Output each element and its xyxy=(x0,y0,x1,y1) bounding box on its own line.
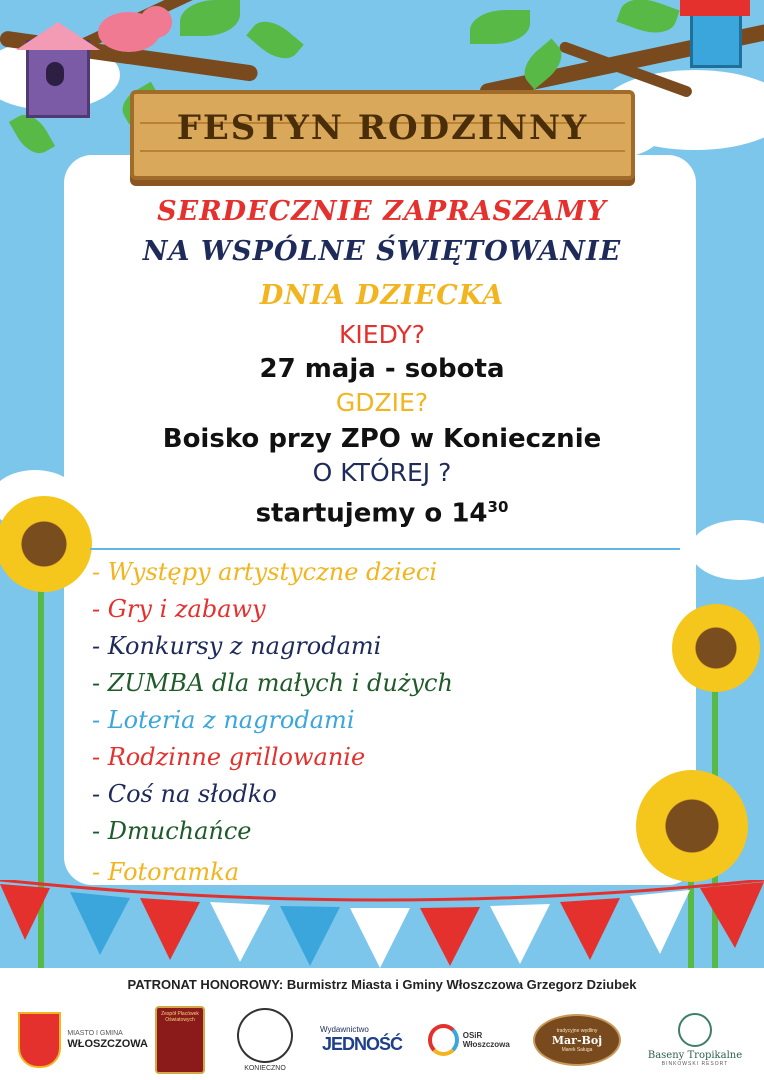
birdhouse-roof xyxy=(16,22,100,50)
leaf xyxy=(180,0,240,36)
when-label: KIEDY? xyxy=(339,320,425,349)
divider xyxy=(90,548,680,550)
marboj-oval xyxy=(533,1014,621,1066)
logo-text-small: Wydawnictwo xyxy=(320,1025,369,1034)
osir-icon xyxy=(428,1024,459,1056)
logo-marboj xyxy=(532,1008,622,1072)
invite-line: DNIA DZIECKA xyxy=(259,280,505,311)
logo-text: JEDNOŚĆ xyxy=(321,1034,403,1054)
logo-text-small: Zespół Placówek Oświatowych xyxy=(161,1011,199,1023)
invite-line: SERDECZNIE ZAPRASZAMY xyxy=(157,196,607,227)
birdhouse-hole xyxy=(46,62,64,86)
logo-konieczno xyxy=(230,1008,300,1072)
logo-wloszczowa xyxy=(18,1008,148,1072)
leaf xyxy=(470,10,530,44)
program-item: - Dmuchańce xyxy=(92,817,252,845)
invite-line: NA WSPÓLNE ŚWIĘTOWANIE xyxy=(142,236,622,267)
time-label: O KTÓREJ ? xyxy=(312,458,452,487)
church-icon xyxy=(237,1008,293,1063)
logo-text-small: MIASTO I GMINA xyxy=(67,1030,123,1038)
sign-plank-line xyxy=(140,150,625,152)
bird-head xyxy=(140,6,172,38)
bunting-flags xyxy=(0,880,764,970)
logo-text: WŁOSZCZOWA xyxy=(67,1037,148,1050)
logo-baseny xyxy=(640,1008,750,1072)
birdhouse-icon xyxy=(690,12,742,68)
logo-text: OSiR Włoszczowa xyxy=(462,1031,510,1049)
sunflower-icon xyxy=(672,604,760,692)
birdhouse-roof xyxy=(680,0,750,16)
logo-text-small: tradycyjne wędliny xyxy=(556,1027,598,1034)
wooden-sign xyxy=(130,90,635,180)
footer xyxy=(0,968,764,1080)
program-item: - Coś na słodko xyxy=(92,780,277,808)
leaf-circle-icon xyxy=(678,1013,712,1047)
program-item: - Występy artystyczne dzieci xyxy=(92,558,438,586)
time-value-text: startujemy o 14 xyxy=(255,498,488,529)
logo-text: Mar-Boj xyxy=(551,1033,603,1047)
time-minutes: 30 xyxy=(487,498,509,516)
leaf xyxy=(616,0,680,41)
program-item: - Rodzinne grillowanie xyxy=(92,743,366,771)
event-title: FESTYN RODZINNY xyxy=(176,108,589,148)
leaf xyxy=(246,12,304,67)
logo-text-small: KONIECZNO xyxy=(244,1065,286,1072)
logo-zpo xyxy=(150,1008,210,1072)
program-item: - Loteria z nagrodami xyxy=(92,706,355,734)
where-value: Boisko przy ZPO w Koniecznie xyxy=(162,424,602,454)
sunflower-icon xyxy=(636,770,748,882)
program-item: - Fotoramka xyxy=(92,858,240,886)
program-item: - Konkursy z nagrodami xyxy=(92,632,382,660)
zpo-badge-icon xyxy=(155,1006,205,1074)
crest-icon xyxy=(18,1012,61,1068)
patronat-text: PATRONAT HONOROWY: Burmistrz Miasta i Gminy Włoszczowa Grzegorz Dziubek xyxy=(127,977,637,992)
logo-text-small: Marek Saługa xyxy=(561,1046,593,1053)
program-item: - Gry i zabawy xyxy=(92,595,266,623)
sunflower-icon xyxy=(0,496,92,592)
logo-osir xyxy=(428,1008,528,1072)
logo-text: Baseny Tropikalne xyxy=(647,1050,743,1061)
where-label: GDZIE? xyxy=(335,388,429,417)
logo-text-small: BINKOWSKI RESORT xyxy=(661,1061,729,1067)
cloud xyxy=(690,520,764,580)
time-value xyxy=(90,498,674,529)
when-value: 27 maja - sobota xyxy=(259,354,505,384)
logo-jednosc xyxy=(312,1008,412,1072)
program-item: - ZUMBA dla małych i dużych xyxy=(92,669,453,697)
